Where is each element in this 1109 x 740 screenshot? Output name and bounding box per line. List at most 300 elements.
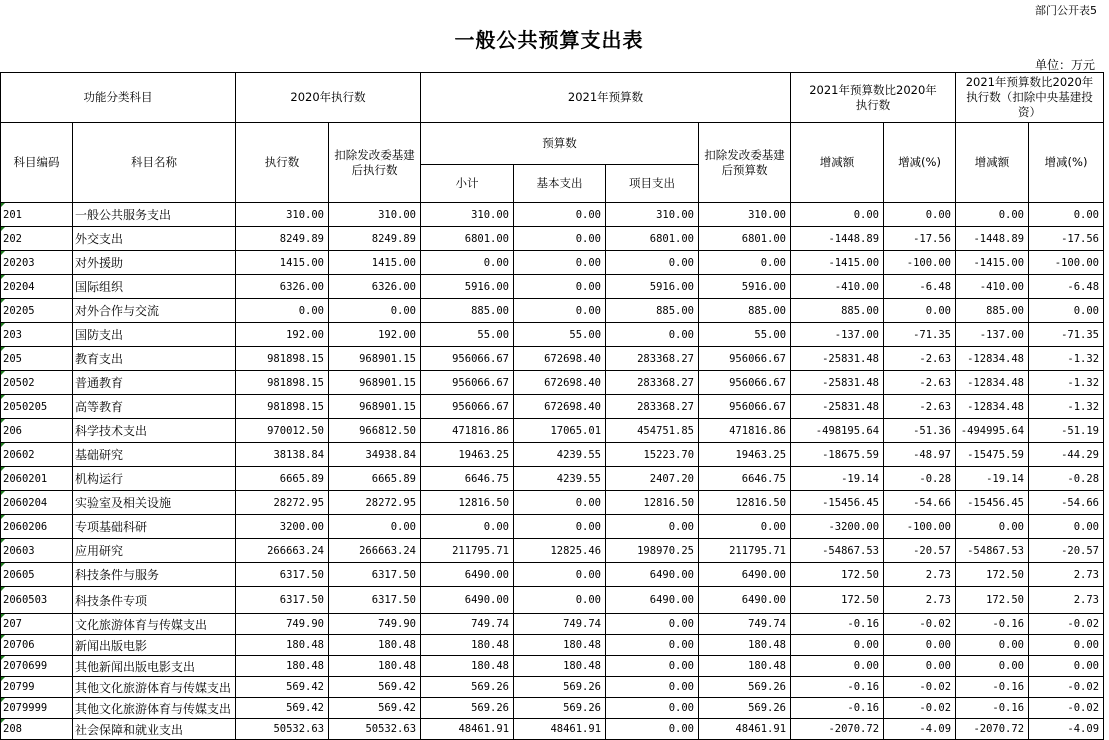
- value-cell: 211795.71: [699, 539, 791, 563]
- value-cell: 8249.89: [329, 227, 421, 251]
- table-row: [1, 347, 1104, 371]
- table-row: [1, 677, 1104, 698]
- value-cell: 6646.75: [699, 467, 791, 491]
- value-cell: 283368.27: [606, 347, 699, 371]
- header-basic: 基本支出: [514, 165, 606, 203]
- value-cell: -20.57: [1029, 539, 1104, 563]
- table-row: [1, 614, 1104, 635]
- value-cell: -25831.48: [791, 395, 884, 419]
- table-row: [1, 539, 1104, 563]
- value-cell: 0.00: [1029, 203, 1104, 227]
- value-cell: 0.00: [606, 635, 699, 656]
- subject-name-cell: 国防支出: [73, 323, 236, 347]
- value-cell: -54867.53: [791, 539, 884, 563]
- value-cell: 6801.00: [421, 227, 514, 251]
- table-row: [1, 635, 1104, 656]
- table-row: [1, 656, 1104, 677]
- value-cell: 0.00: [606, 323, 699, 347]
- value-cell: 885.00: [421, 299, 514, 323]
- value-cell: -494995.64: [956, 419, 1029, 443]
- value-cell: 0.00: [329, 515, 421, 539]
- value-cell: -0.02: [1029, 698, 1104, 719]
- subject-code-cell: 201: [1, 203, 73, 227]
- value-cell: 1415.00: [236, 251, 329, 275]
- value-cell: -410.00: [956, 275, 1029, 299]
- value-cell: 0.00: [791, 656, 884, 677]
- value-cell: 180.48: [514, 656, 606, 677]
- value-cell: 0.00: [606, 515, 699, 539]
- value-cell: 0.00: [1029, 635, 1104, 656]
- value-cell: -0.16: [791, 698, 884, 719]
- value-cell: 749.74: [514, 614, 606, 635]
- value-cell: -25831.48: [791, 371, 884, 395]
- table-row: [1, 299, 1104, 323]
- subject-name-cell: 其他文化旅游体育与传媒支出: [73, 698, 236, 719]
- header-project: 项目支出: [606, 165, 699, 203]
- value-cell: 0.00: [884, 656, 956, 677]
- value-cell: 55.00: [421, 323, 514, 347]
- value-cell: 6326.00: [236, 275, 329, 299]
- subject-name-cell: 一般公共服务支出: [73, 203, 236, 227]
- header-func-class: 功能分类科目: [1, 73, 236, 123]
- value-cell: 0.00: [606, 698, 699, 719]
- subject-code-cell: 2050205: [1, 395, 73, 419]
- table-row: [1, 395, 1104, 419]
- value-cell: 12816.50: [606, 491, 699, 515]
- table-row: [1, 227, 1104, 251]
- value-cell: -20.57: [884, 539, 956, 563]
- value-cell: 5916.00: [699, 275, 791, 299]
- value-cell: 180.48: [421, 656, 514, 677]
- header-change-amount-excl: 增减额: [956, 123, 1029, 203]
- subject-name-cell: 专项基础科研: [73, 515, 236, 539]
- value-cell: 6665.89: [236, 467, 329, 491]
- value-cell: 454751.85: [606, 419, 699, 443]
- value-cell: 569.26: [514, 698, 606, 719]
- value-cell: -410.00: [791, 275, 884, 299]
- page-title: 一般公共预算支出表: [454, 28, 644, 52]
- value-cell: -54.66: [884, 491, 956, 515]
- value-cell: 672698.40: [514, 347, 606, 371]
- value-cell: 180.48: [699, 635, 791, 656]
- value-cell: 968901.15: [329, 347, 421, 371]
- value-cell: -6.48: [884, 275, 956, 299]
- value-cell: -12834.48: [956, 371, 1029, 395]
- subject-name-cell: 其他新闻出版电影支出: [73, 656, 236, 677]
- value-cell: 0.00: [699, 515, 791, 539]
- table-row: [1, 698, 1104, 719]
- value-cell: -48.97: [884, 443, 956, 467]
- value-cell: 569.42: [236, 677, 329, 698]
- value-cell: -0.02: [884, 698, 956, 719]
- header-exec-excl: 扣除发改委基建后执行数: [329, 123, 421, 203]
- value-cell: 4239.55: [514, 467, 606, 491]
- value-cell: 3200.00: [236, 515, 329, 539]
- value-cell: 172.50: [791, 563, 884, 587]
- value-cell: -1.32: [1029, 347, 1104, 371]
- header-compare-exec: 2021年预算数比2020年执行数: [791, 73, 956, 123]
- value-cell: 310.00: [421, 203, 514, 227]
- header-change-amount: 增减额: [791, 123, 884, 203]
- value-cell: 0.00: [1029, 515, 1104, 539]
- value-cell: 569.26: [514, 677, 606, 698]
- value-cell: 34938.84: [329, 443, 421, 467]
- subject-name-cell: 应用研究: [73, 539, 236, 563]
- value-cell: 749.90: [329, 614, 421, 635]
- subject-code-cell: 20603: [1, 539, 73, 563]
- value-cell: -2.63: [884, 371, 956, 395]
- subject-name-cell: 国际组织: [73, 275, 236, 299]
- value-cell: 885.00: [699, 299, 791, 323]
- value-cell: 211795.71: [421, 539, 514, 563]
- value-cell: 471816.86: [699, 419, 791, 443]
- value-cell: 192.00: [236, 323, 329, 347]
- value-cell: 0.00: [699, 251, 791, 275]
- value-cell: 885.00: [956, 299, 1029, 323]
- value-cell: 981898.15: [236, 395, 329, 419]
- value-cell: 180.48: [329, 635, 421, 656]
- value-cell: 180.48: [329, 656, 421, 677]
- value-cell: -4.09: [884, 719, 956, 740]
- value-cell: 283368.27: [606, 371, 699, 395]
- subject-name-cell: 机构运行: [73, 467, 236, 491]
- value-cell: 12825.46: [514, 539, 606, 563]
- value-cell: 310.00: [606, 203, 699, 227]
- subject-name-cell: 科技条件与服务: [73, 563, 236, 587]
- value-cell: 0.00: [236, 299, 329, 323]
- subject-code-cell: 206: [1, 419, 73, 443]
- value-cell: -17.56: [884, 227, 956, 251]
- value-cell: 981898.15: [236, 347, 329, 371]
- value-cell: -0.16: [791, 677, 884, 698]
- value-cell: 0.00: [514, 515, 606, 539]
- value-cell: 0.00: [514, 491, 606, 515]
- value-cell: 672698.40: [514, 395, 606, 419]
- subject-name-cell: 社会保障和就业支出: [73, 719, 236, 740]
- value-cell: 0.00: [606, 677, 699, 698]
- header-change-percent: 增减(%): [884, 123, 956, 203]
- value-cell: -0.02: [1029, 677, 1104, 698]
- header-budget-2021: 2021年预算数: [421, 73, 791, 123]
- value-cell: 956066.67: [421, 395, 514, 419]
- value-cell: 192.00: [329, 323, 421, 347]
- subject-code-cell: 205: [1, 347, 73, 371]
- value-cell: -100.00: [884, 515, 956, 539]
- value-cell: -51.36: [884, 419, 956, 443]
- value-cell: 0.00: [329, 299, 421, 323]
- value-cell: -1415.00: [956, 251, 1029, 275]
- value-cell: 310.00: [329, 203, 421, 227]
- table-row: [1, 491, 1104, 515]
- value-cell: 6490.00: [421, 563, 514, 587]
- value-cell: 0.00: [884, 299, 956, 323]
- value-cell: -25831.48: [791, 347, 884, 371]
- value-cell: 6646.75: [421, 467, 514, 491]
- value-cell: 749.90: [236, 614, 329, 635]
- subject-name-cell: 外交支出: [73, 227, 236, 251]
- value-cell: 970012.50: [236, 419, 329, 443]
- value-cell: 12816.50: [699, 491, 791, 515]
- header-subtotal: 小计: [421, 165, 514, 203]
- value-cell: 672698.40: [514, 371, 606, 395]
- value-cell: 0.00: [514, 299, 606, 323]
- value-cell: 885.00: [606, 299, 699, 323]
- value-cell: 0.00: [514, 275, 606, 299]
- value-cell: -1.32: [1029, 395, 1104, 419]
- value-cell: 0.00: [606, 656, 699, 677]
- subject-code-cell: 20602: [1, 443, 73, 467]
- value-cell: -6.48: [1029, 275, 1104, 299]
- value-cell: -18675.59: [791, 443, 884, 467]
- table-row: [1, 563, 1104, 587]
- value-cell: 6490.00: [606, 563, 699, 587]
- subject-name-cell: 文化旅游体育与传媒支出: [73, 614, 236, 635]
- value-cell: -0.16: [791, 614, 884, 635]
- value-cell: 1415.00: [329, 251, 421, 275]
- subject-name-cell: 基础研究: [73, 443, 236, 467]
- value-cell: -0.02: [884, 614, 956, 635]
- subject-name-cell: 对外合作与交流: [73, 299, 236, 323]
- subject-code-cell: 2060206: [1, 515, 73, 539]
- subject-name-cell: 新闻出版电影: [73, 635, 236, 656]
- value-cell: -0.02: [884, 677, 956, 698]
- value-cell: 569.42: [236, 698, 329, 719]
- header-change-percent-excl: 增减(%): [1029, 123, 1104, 203]
- value-cell: 0.00: [791, 635, 884, 656]
- value-cell: 471816.86: [421, 419, 514, 443]
- subject-code-cell: 2060201: [1, 467, 73, 491]
- table-row: [1, 251, 1104, 275]
- value-cell: 50532.63: [329, 719, 421, 740]
- subject-code-cell: 20799: [1, 677, 73, 698]
- value-cell: 749.74: [421, 614, 514, 635]
- value-cell: -3200.00: [791, 515, 884, 539]
- header-compare-excl: 2021年预算数比2020年执行数（扣除中央基建投资）: [956, 73, 1104, 123]
- table-number-label: 部门公开表5: [1035, 4, 1097, 17]
- value-cell: -498195.64: [791, 419, 884, 443]
- value-cell: 2.73: [884, 587, 956, 614]
- value-cell: 6490.00: [606, 587, 699, 614]
- value-cell: 28272.95: [236, 491, 329, 515]
- value-cell: -71.35: [884, 323, 956, 347]
- value-cell: -17.56: [1029, 227, 1104, 251]
- value-cell: -15456.45: [791, 491, 884, 515]
- value-cell: -44.29: [1029, 443, 1104, 467]
- value-cell: 569.26: [421, 698, 514, 719]
- value-cell: 569.26: [699, 698, 791, 719]
- value-cell: 0.00: [1029, 299, 1104, 323]
- value-cell: 885.00: [791, 299, 884, 323]
- value-cell: -0.16: [956, 677, 1029, 698]
- value-cell: 968901.15: [329, 371, 421, 395]
- budget-table-container: [0, 72, 1104, 740]
- subject-code-cell: 208: [1, 719, 73, 740]
- subject-name-cell: 科学技术支出: [73, 419, 236, 443]
- subject-code-cell: 2070699: [1, 656, 73, 677]
- value-cell: 956066.67: [699, 371, 791, 395]
- value-cell: -15456.45: [956, 491, 1029, 515]
- value-cell: 6801.00: [606, 227, 699, 251]
- value-cell: 0.00: [606, 614, 699, 635]
- value-cell: -2070.72: [956, 719, 1029, 740]
- value-cell: 19463.25: [421, 443, 514, 467]
- table-row: [1, 467, 1104, 491]
- value-cell: 180.48: [236, 635, 329, 656]
- value-cell: 569.42: [329, 677, 421, 698]
- value-cell: 0.00: [884, 203, 956, 227]
- subject-code-cell: 202: [1, 227, 73, 251]
- header-exec: 执行数: [236, 123, 329, 203]
- header-budget: 预算数: [421, 123, 699, 165]
- subject-code-cell: 203: [1, 323, 73, 347]
- value-cell: -1448.89: [791, 227, 884, 251]
- value-cell: 172.50: [791, 587, 884, 614]
- value-cell: 180.48: [421, 635, 514, 656]
- value-cell: 0.00: [956, 203, 1029, 227]
- value-cell: 5916.00: [606, 275, 699, 299]
- value-cell: 968901.15: [329, 395, 421, 419]
- value-cell: 0.00: [884, 635, 956, 656]
- value-cell: 198970.25: [606, 539, 699, 563]
- value-cell: 0.00: [606, 251, 699, 275]
- value-cell: 956066.67: [699, 395, 791, 419]
- value-cell: -15475.59: [956, 443, 1029, 467]
- value-cell: -19.14: [956, 467, 1029, 491]
- value-cell: 6490.00: [699, 587, 791, 614]
- table-body: [1, 203, 1104, 740]
- table-row: [1, 323, 1104, 347]
- value-cell: 0.00: [1029, 656, 1104, 677]
- value-cell: -1.32: [1029, 371, 1104, 395]
- value-cell: -1415.00: [791, 251, 884, 275]
- subject-code-cell: 20203: [1, 251, 73, 275]
- value-cell: 6801.00: [699, 227, 791, 251]
- value-cell: 0.00: [421, 515, 514, 539]
- value-cell: -0.28: [1029, 467, 1104, 491]
- header-exec-2020: 2020年执行数: [236, 73, 421, 123]
- value-cell: -12834.48: [956, 395, 1029, 419]
- header-budget-excl: 扣除发改委基建后预算数: [699, 123, 791, 203]
- table-row: [1, 203, 1104, 227]
- value-cell: -2070.72: [791, 719, 884, 740]
- subject-name-cell: 普通教育: [73, 371, 236, 395]
- table-row: [1, 371, 1104, 395]
- value-cell: 50532.63: [236, 719, 329, 740]
- header-code: 科目编码: [1, 123, 73, 203]
- value-cell: 172.50: [956, 587, 1029, 614]
- value-cell: 6326.00: [329, 275, 421, 299]
- value-cell: 266663.24: [329, 539, 421, 563]
- table-row: [1, 515, 1104, 539]
- value-cell: 180.48: [514, 635, 606, 656]
- value-cell: 0.00: [956, 635, 1029, 656]
- value-cell: 6317.50: [329, 587, 421, 614]
- subject-code-cell: 20706: [1, 635, 73, 656]
- table-row: [1, 419, 1104, 443]
- subject-code-cell: 20605: [1, 563, 73, 587]
- subject-code-cell: 20502: [1, 371, 73, 395]
- value-cell: 0.00: [514, 587, 606, 614]
- value-cell: 15223.70: [606, 443, 699, 467]
- value-cell: 0.00: [514, 203, 606, 227]
- value-cell: -137.00: [956, 323, 1029, 347]
- subject-code-cell: 20205: [1, 299, 73, 323]
- value-cell: 2407.20: [606, 467, 699, 491]
- subject-name-cell: 高等教育: [73, 395, 236, 419]
- value-cell: 5916.00: [421, 275, 514, 299]
- value-cell: 6665.89: [329, 467, 421, 491]
- value-cell: 2.73: [1029, 587, 1104, 614]
- value-cell: 0.00: [956, 515, 1029, 539]
- subject-name-cell: 教育支出: [73, 347, 236, 371]
- table-row: [1, 587, 1104, 614]
- value-cell: 569.26: [421, 677, 514, 698]
- value-cell: -0.28: [884, 467, 956, 491]
- value-cell: 0.00: [421, 251, 514, 275]
- value-cell: 283368.27: [606, 395, 699, 419]
- value-cell: 0.00: [514, 251, 606, 275]
- value-cell: -137.00: [791, 323, 884, 347]
- value-cell: 4239.55: [514, 443, 606, 467]
- value-cell: 310.00: [699, 203, 791, 227]
- value-cell: -0.02: [1029, 614, 1104, 635]
- subject-code-cell: 2060204: [1, 491, 73, 515]
- value-cell: 17065.01: [514, 419, 606, 443]
- subject-code-cell: 20204: [1, 275, 73, 299]
- value-cell: -51.19: [1029, 419, 1104, 443]
- unit-label: 单位：万元: [1034, 58, 1095, 72]
- subject-code-cell: 207: [1, 614, 73, 635]
- value-cell: -12834.48: [956, 347, 1029, 371]
- value-cell: 28272.95: [329, 491, 421, 515]
- value-cell: 956066.67: [421, 347, 514, 371]
- value-cell: 55.00: [514, 323, 606, 347]
- table-row: [1, 719, 1104, 740]
- value-cell: 180.48: [699, 656, 791, 677]
- value-cell: 749.74: [699, 614, 791, 635]
- value-cell: -2.63: [884, 395, 956, 419]
- value-cell: 0.00: [956, 656, 1029, 677]
- value-cell: -100.00: [884, 251, 956, 275]
- value-cell: 0.00: [514, 227, 606, 251]
- value-cell: -4.09: [1029, 719, 1104, 740]
- value-cell: 956066.67: [699, 347, 791, 371]
- value-cell: -71.35: [1029, 323, 1104, 347]
- header-name: 科目名称: [73, 123, 236, 203]
- subject-code-cell: 2060503: [1, 587, 73, 614]
- budget-expenditure-table: [0, 72, 1104, 740]
- value-cell: -1448.89: [956, 227, 1029, 251]
- value-cell: 172.50: [956, 563, 1029, 587]
- value-cell: 2.73: [1029, 563, 1104, 587]
- value-cell: -2.63: [884, 347, 956, 371]
- value-cell: 38138.84: [236, 443, 329, 467]
- value-cell: 180.48: [236, 656, 329, 677]
- table-row: [1, 443, 1104, 467]
- value-cell: -100.00: [1029, 251, 1104, 275]
- value-cell: -54.66: [1029, 491, 1104, 515]
- value-cell: -0.16: [956, 614, 1029, 635]
- value-cell: 8249.89: [236, 227, 329, 251]
- value-cell: 6317.50: [329, 563, 421, 587]
- subject-name-cell: 对外援助: [73, 251, 236, 275]
- value-cell: 569.26: [699, 677, 791, 698]
- value-cell: 6317.50: [236, 587, 329, 614]
- value-cell: 0.00: [791, 203, 884, 227]
- value-cell: 0.00: [514, 563, 606, 587]
- value-cell: 48461.91: [699, 719, 791, 740]
- value-cell: -0.16: [956, 698, 1029, 719]
